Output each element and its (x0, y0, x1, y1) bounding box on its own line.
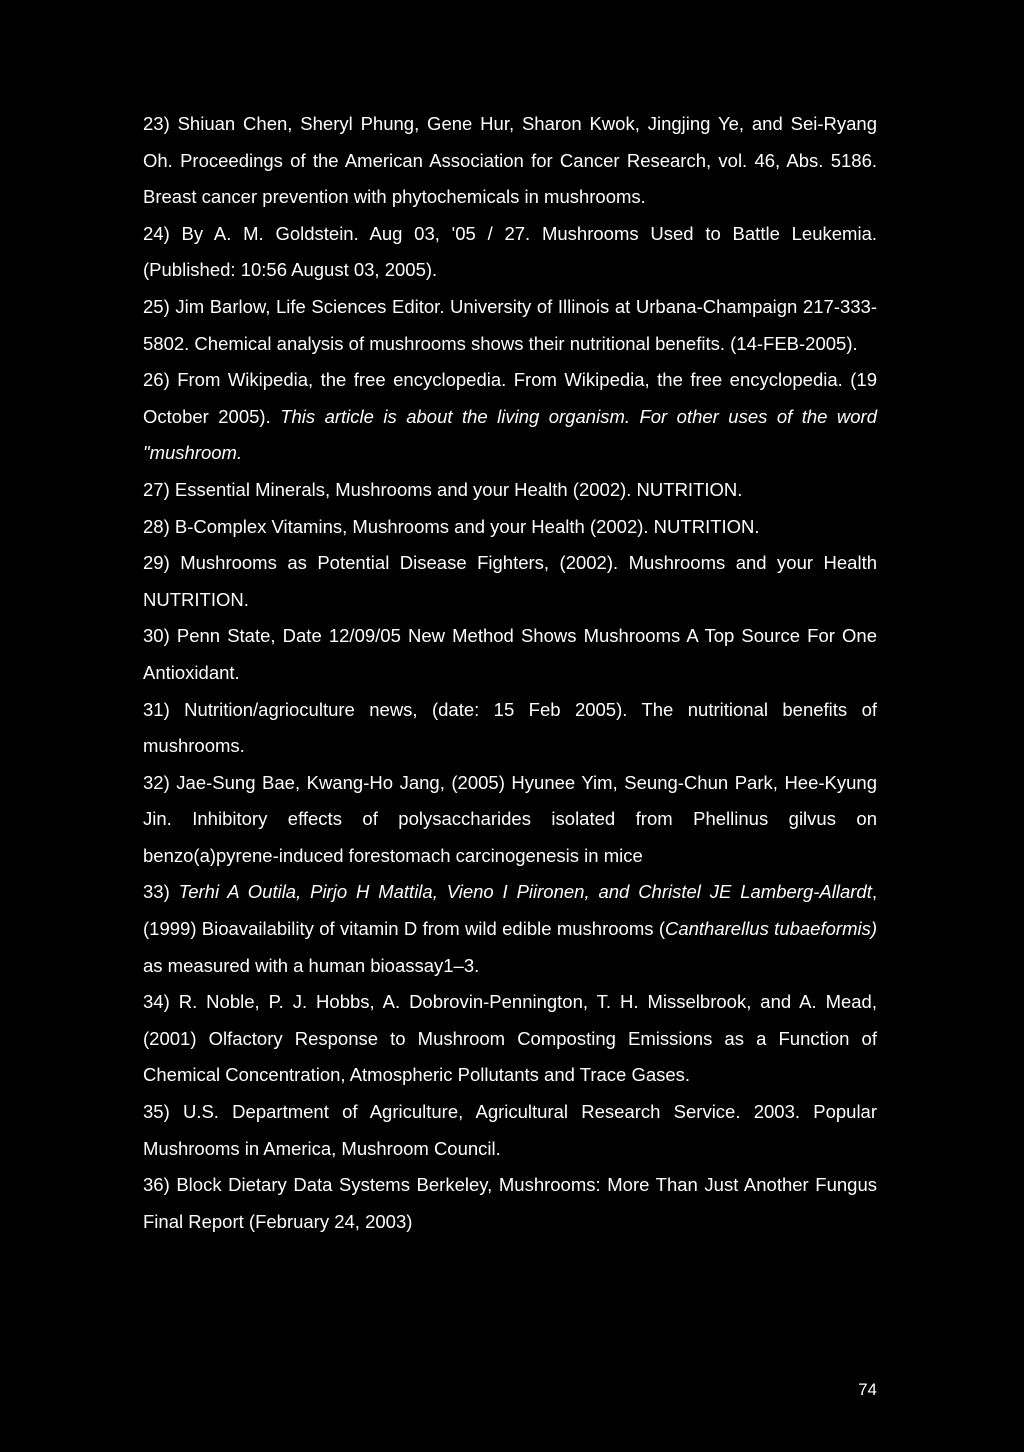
reference-text: 35) U.S. Department of Agriculture, Agricultural Research Service. 2003. Popular Mushrooms in America, Mushroom Council. (143, 1101, 877, 1159)
reference-32 (143, 765, 877, 875)
reference-26 (143, 362, 877, 472)
reference-29 (143, 545, 877, 618)
reference-text: 34) R. Noble, P. J. Hobbs, A. Dobrovin-Pennington, T. H. Misselbrook, and A. Mead, (2001) Olfactory Response to Mushroom Composting Emissions as a Function of Chemical Concentration, Atmospheric Pollutants and Trace Gases. (143, 991, 877, 1086)
reference-italic-text: This article is about the living organism. For other uses of the word "mushroom. (143, 405, 877, 464)
reference-text: 24) By A. M. Goldstein. Aug 03, '05 / 27. Mushrooms Used to Battle Leukemia. (Published: 10:56 August 03, 2005). (143, 222, 877, 281)
reference-italic-text: Cantharellus tubaeformis) (664, 918, 877, 940)
reference-text: 32) Jae-Sung Bae, Kwang-Ho Jang, (2005) Hyunee Yim, Seung-Chun Park, Hee-Kyung Jin. Inhibitory effects of polysaccharides isolated from Phellinus gilvus on benzo(a)pyrene-induced forestomach carcinogenesis in mice (143, 771, 877, 866)
reference-28 (143, 509, 877, 546)
reference-34 (143, 984, 877, 1094)
reference-27 (143, 472, 877, 509)
reference-text: 29) Mushrooms as Potential Disease Fighters, (2002). Mushrooms and your Health NUTRITION. (143, 552, 877, 610)
reference-30 (143, 618, 877, 691)
page-number: 74 (858, 1380, 877, 1399)
reference-italic-text: Terhi A Outila, Pirjo H Mattila, Vieno I Piironen, and Christel JE Lamberg-Allardt (178, 881, 872, 903)
reference-35 (143, 1094, 877, 1167)
reference-24 (143, 216, 877, 289)
reference-text: as measured with a human bioassay1–3. (143, 954, 480, 976)
reference-text: 31) Nutrition/agrioculture news, (date: 15 Feb 2005). The nutritional benefits of mushrooms. (143, 698, 877, 757)
reference-text: , (1999) Bioavailability of vitamin D from wild edible mushrooms ( (143, 881, 877, 940)
reference-text: 28) B-Complex Vitamins, Mushrooms and your Health (2002). NUTRITION. (143, 515, 760, 537)
reference-text: 33) (143, 881, 179, 903)
reference-25 (143, 289, 877, 362)
reference-text: 23) Shiuan Chen, Sheryl Phung, Gene Hur, Sharon Kwok, Jingjing Ye, and Sei-Ryang Oh. Proceedings of the American Association for Cancer Research, vol. 46, Abs. 5186. Breast cancer prevention with phytochemicals in mushrooms. (143, 113, 877, 208)
reference-31 (143, 692, 877, 765)
reference-36 (143, 1167, 877, 1240)
reference-text: 30) Penn State, Date 12/09/05 New Method Shows Mushrooms A Top Source For One Antioxidant. (143, 625, 877, 683)
reference-text: 27) Essential Minerals, Mushrooms and your Health (2002). NUTRITION. (143, 478, 743, 500)
reference-text: 26) From Wikipedia, the free encyclopedia. From Wikipedia, the free encyclopedia. (19 October 2005). (143, 369, 877, 427)
reference-list (143, 106, 877, 1240)
reference-text: 36) Block Dietary Data Systems Berkeley, Mushrooms: More Than Just Another Fungus Final Report (February 24, 2003) (143, 1174, 877, 1232)
reference-33 (143, 874, 877, 984)
reference-text: 25) Jim Barlow, Life Sciences Editor. University of Illinois at Urbana-Champaign 217-333-5802. Chemical analysis of mushrooms shows their nutritional benefits. (14-FEB-2005). (143, 295, 877, 354)
reference-23 (143, 106, 877, 216)
